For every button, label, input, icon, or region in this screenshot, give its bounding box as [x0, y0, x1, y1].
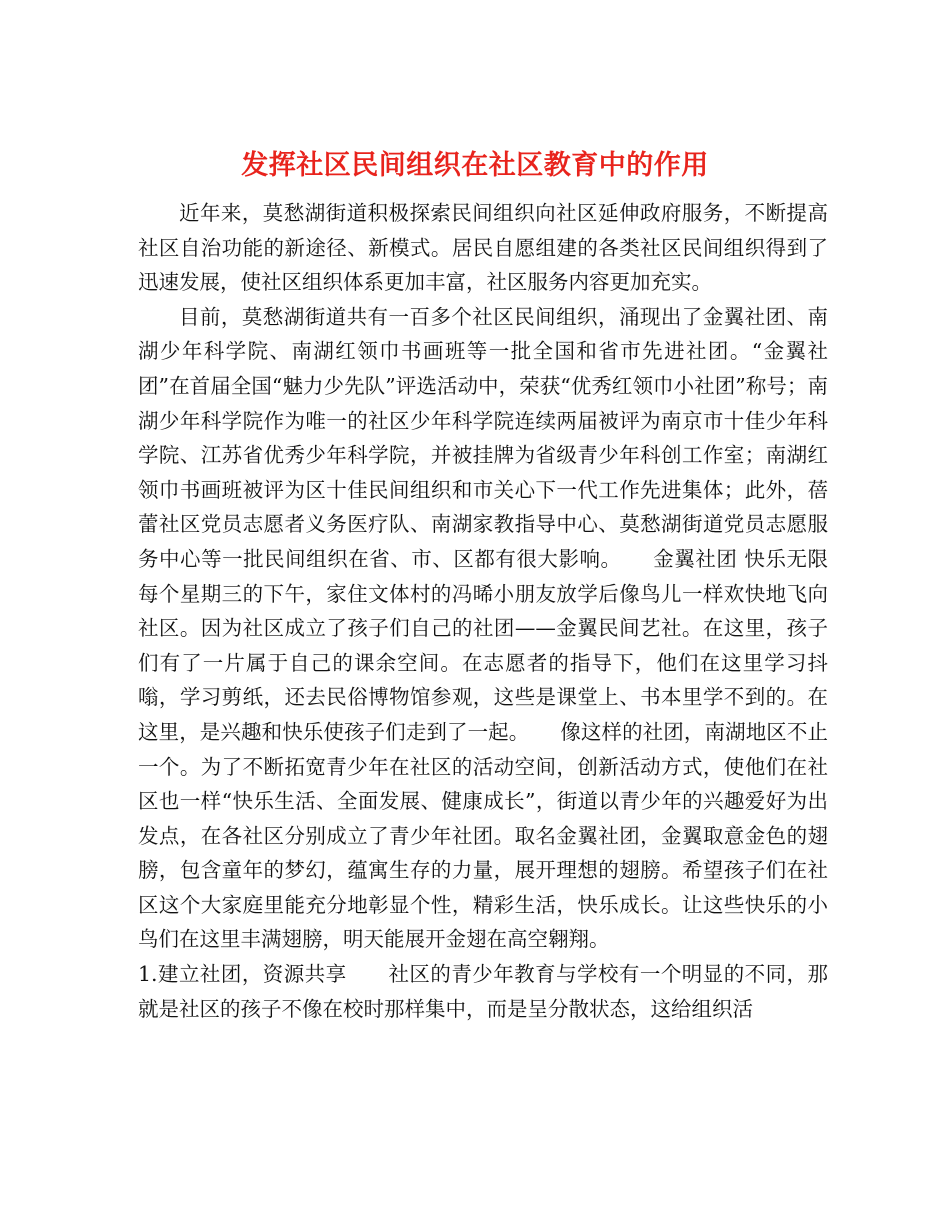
paragraph-intro: 近年来，莫愁湖街道积极探索民间组织向社区延伸政府服务，不断提高社区自治功能的新途径、新模式。居民自愿组建的各类社区民间组织得到了迅速发展，使社区组织体系更加丰富，社区服务内容更加充实。	[138, 201, 828, 295]
document-body	[138, 196, 869, 1026]
document-title: 发挥社区民间组织在社区教育中的作用	[241, 150, 709, 182]
paragraph-current-status: 目前，莫愁湖街道共有一百多个社区民间组织，涌现出了金翼社团、南湖少年科学院、南湖红领巾书画班等一批全国和省市先进社团。“金翼社团”在首届全国“魅力少先队”评选活动中，荣获“优秀红领巾小社团”称号；南湖少年科学院作为唯一的社区少年科学院连续两届被评为南京市十佳少年科学院、江苏省优秀少年科学院，并被挂牌为省级青少年科创工作室；南湖红领巾书画班被评为区十佳民间组织和市关心下一代工作先进集体；此外，蓓蕾社区党员志愿者义务医疗队、南湖家教指导中心、莫愁湖街道党员志愿服务中心等一批民间组织在省、市、区都有很大影响。 金翼社团 快乐无限 每个星期三的下午，家住文体村的冯晞小朋友放学后像鸟儿一样欢快地飞向社区。因为社区成立了孩子们自己的社团——金翼民间艺社。在这里，孩子们有了一片属于自己的课余空间。在志愿者的指导下，他们在这里学习抖嗡，学习剪纸，还去民俗博物馆参观，这些是课堂上、书本里学不到的。在这里，是兴趣和快乐使孩子们走到了一起。 像这样的社团，南湖地区不止一个。为了不断拓宽青少年在社区的活动空间，创新活动方式，使他们在社区也一样“快乐生活、全面发展、健康成长”，街道以青少年的兴趣爱好为出发点，在各社区分别成立了青少年社团。取名金翼社团，金翼取意金色的翅膀，包含童年的梦幻，蕴寓生存的力量，展开理想的翅膀。希望孩子们在社区这个大家庭里能充分地彰显个性，精彩生活，快乐成长。让这些快乐的小鸟们在这里丰满翅膀，明天能展开金翅在高空翱翔。	[138, 304, 869, 952]
paragraph-section-1: 1.建立社团，资源共享 社区的青少年教育与学校有一个明显的不同，那就是社区的孩子不像在校时那样集中，而是呈分散状态，这给组织活	[138, 962, 828, 1021]
